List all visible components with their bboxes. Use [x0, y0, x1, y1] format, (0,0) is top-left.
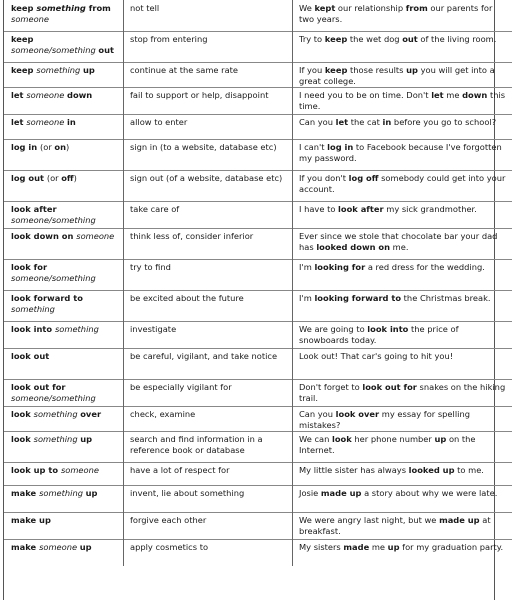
text-segment: up — [406, 65, 418, 75]
text-segment: something — [54, 324, 99, 334]
text-segment: made up — [439, 515, 480, 525]
text-segment: up — [85, 488, 98, 498]
text-segment: down — [462, 90, 488, 100]
text-segment: from — [405, 3, 428, 13]
table-row — [4, 140, 512, 171]
table-row — [4, 432, 512, 463]
text-segment: me. — [390, 242, 409, 252]
text-segment: My sisters — [299, 542, 344, 552]
meaning-cell: forgive each other — [124, 513, 293, 540]
meaning-cell: continue at the same rate — [124, 63, 293, 88]
example-cell — [293, 171, 512, 202]
text-segment: something — [33, 409, 81, 419]
table-row — [4, 322, 512, 349]
text-segment: someone — [11, 14, 50, 24]
text-segment: make — [11, 542, 40, 552]
text-segment: We — [299, 3, 315, 13]
text-segment: let — [431, 90, 444, 100]
meaning-cell: not tell — [124, 0, 293, 32]
text-segment: Don't forget to — [299, 382, 363, 392]
table-row — [4, 202, 512, 229]
table-row — [4, 349, 512, 380]
phrasal-verb-cell — [4, 229, 124, 260]
text-segment: look down on — [11, 231, 77, 241]
text-segment: Ever since we stole that chocolate bar your dad has — [299, 231, 498, 252]
text-segment: someone/something — [11, 393, 96, 403]
text-segment: someone/something — [11, 215, 96, 225]
example-cell — [293, 291, 512, 322]
text-segment: something — [39, 488, 86, 498]
text-segment: keep — [324, 34, 348, 44]
meaning-cell: be careful, vigilant, and take notice — [124, 349, 293, 380]
example-cell — [293, 115, 512, 140]
meaning-cell: sign out (of a website, database etc) — [124, 171, 293, 202]
text-segment: (or — [46, 173, 62, 183]
text-segment: kept — [314, 3, 336, 13]
text-segment: for my graduation party. — [399, 542, 504, 552]
text-segment: someone — [76, 231, 115, 241]
phrasal-verb-cell — [4, 540, 124, 567]
text-segment: up — [80, 434, 93, 444]
text-segment: made up — [320, 488, 362, 498]
text-segment: on the Internet. — [299, 434, 476, 455]
example-cell — [293, 63, 512, 88]
phrasal-verb-cell — [4, 432, 124, 463]
text-segment: look out — [11, 351, 50, 361]
text-segment: keep — [11, 65, 37, 75]
text-segment: We can — [299, 434, 333, 444]
text-segment: keep — [11, 34, 34, 44]
phrasal-verb-cell — [4, 407, 124, 432]
meaning-cell: allow to enter — [124, 115, 293, 140]
text-segment: up — [82, 65, 95, 75]
text-segment: from — [88, 3, 111, 13]
example-cell — [293, 0, 512, 32]
text-segment: Look out! That car's going to hit you! — [299, 351, 454, 361]
text-segment: the Christmas break. — [401, 293, 491, 303]
text-segment: log in — [327, 142, 354, 152]
text-segment: a story about why we were late. — [361, 488, 498, 498]
text-segment: log in — [11, 142, 41, 152]
phrasal-verb-cell — [4, 291, 124, 322]
text-segment: something — [36, 3, 89, 13]
phrasal-verbs-table — [4, 0, 512, 566]
text-segment: someone — [26, 90, 67, 100]
text-segment: look into — [11, 324, 55, 334]
text-segment: up — [387, 542, 400, 552]
text-segment: We were angry last night, but we — [299, 515, 440, 525]
table-row — [4, 0, 512, 32]
text-segment: let — [11, 117, 27, 127]
phrasal-verb-cell — [4, 32, 124, 63]
text-segment: out — [98, 45, 114, 55]
table-row — [4, 88, 512, 115]
text-segment: somebody could get into your account. — [299, 173, 506, 194]
text-segment: I'm — [299, 293, 315, 303]
example-cell — [293, 202, 512, 229]
text-segment: I'm — [299, 262, 315, 272]
text-segment: down — [67, 90, 93, 100]
text-segment: keep — [11, 3, 37, 13]
phrasal-verb-cell — [4, 260, 124, 291]
text-segment: out — [402, 34, 418, 44]
text-segment: in — [382, 117, 392, 127]
text-segment: let — [335, 117, 349, 127]
text-segment: this time. — [299, 90, 506, 111]
phrasal-verb-cell — [4, 88, 124, 115]
meaning-cell: be especially vigilant for — [124, 380, 293, 407]
table-row — [4, 486, 512, 513]
text-segment: up — [434, 434, 447, 444]
text-segment: Josie — [299, 488, 321, 498]
text-segment: If you — [299, 65, 325, 75]
text-segment: look forward to — [11, 293, 83, 303]
text-segment: look out for — [362, 382, 417, 392]
text-segment: I have to — [299, 204, 339, 214]
table-body — [4, 0, 512, 566]
table-row — [4, 229, 512, 260]
text-segment: make — [11, 488, 40, 498]
text-segment: (or — [40, 142, 55, 152]
text-segment: something — [36, 65, 83, 75]
text-segment: the cat — [348, 117, 383, 127]
example-cell — [293, 260, 512, 291]
text-segment: look — [332, 434, 352, 444]
text-segment: a red dress for the wedding. — [365, 262, 485, 272]
text-segment: log out — [11, 173, 47, 183]
table-row — [4, 291, 512, 322]
text-segment: look out for — [11, 382, 66, 392]
text-segment: look over — [335, 409, 380, 419]
text-segment: someone — [60, 465, 99, 475]
text-segment: looking forward to — [314, 293, 402, 303]
phrasal-verb-cell — [4, 140, 124, 171]
text-segment: me — [443, 90, 463, 100]
text-segment: I need you to be on time. Don't — [299, 90, 432, 100]
table-row — [4, 513, 512, 540]
text-segment: me — [369, 542, 388, 552]
meaning-cell: have a lot of respect for — [124, 463, 293, 486]
phrasal-verb-cell — [4, 380, 124, 407]
text-segment: before you go to school? — [391, 117, 497, 127]
example-cell — [293, 229, 512, 260]
text-segment: keep — [324, 65, 348, 75]
example-cell — [293, 380, 512, 407]
meaning-cell: investigate — [124, 322, 293, 349]
text-segment: someone — [26, 117, 67, 127]
meaning-cell: check, examine — [124, 407, 293, 432]
text-segment: look after — [338, 204, 384, 214]
table-row — [4, 260, 512, 291]
example-cell — [293, 513, 512, 540]
text-segment: something — [11, 304, 55, 314]
example-cell — [293, 32, 512, 63]
text-segment: in — [67, 117, 76, 127]
phrasal-verb-cell — [4, 322, 124, 349]
text-segment: the price of snowboards today. — [299, 324, 459, 345]
phrasal-verb-cell — [4, 202, 124, 229]
text-segment: log off — [348, 173, 379, 183]
text-segment: something — [33, 434, 81, 444]
text-segment: look after — [11, 204, 57, 214]
text-segment: We are going to — [299, 324, 368, 334]
text-segment: someone/something — [11, 273, 96, 283]
meaning-cell: fail to support or help, disappoint — [124, 88, 293, 115]
phrasal-verb-cell — [4, 115, 124, 140]
text-segment: I can't — [299, 142, 328, 152]
example-cell — [293, 407, 512, 432]
text-segment: at breakfast. — [299, 515, 491, 536]
text-segment: My little sister has always — [299, 465, 409, 475]
text-segment: those results — [347, 65, 407, 75]
phrasal-verb-cell — [4, 513, 124, 540]
example-cell — [293, 463, 512, 486]
phrasal-verb-cell — [4, 0, 124, 32]
meaning-cell: try to find — [124, 260, 293, 291]
text-segment: looking for — [314, 262, 366, 272]
table-row — [4, 115, 512, 140]
meaning-cell: think less of, consider inferior — [124, 229, 293, 260]
table-row — [4, 540, 512, 567]
text-segment: ) — [66, 142, 70, 152]
text-segment: of the living room. — [417, 34, 497, 44]
example-cell — [293, 88, 512, 115]
text-segment: If you don't — [299, 173, 349, 183]
text-segment: ) — [73, 173, 77, 183]
text-segment: to Facebook because I've forgotten my password. — [299, 142, 502, 163]
text-segment: look — [11, 434, 34, 444]
text-segment: made — [343, 542, 370, 552]
text-segment: looked down on — [316, 242, 391, 252]
example-cell — [293, 486, 512, 513]
table-row — [4, 463, 512, 486]
meaning-cell: apply cosmetics to — [124, 540, 293, 567]
phrasal-verbs-table-page — [3, 0, 506, 600]
example-cell — [293, 432, 512, 463]
table-row — [4, 32, 512, 63]
text-segment: looked up — [408, 465, 455, 475]
phrasal-verb-cell — [4, 463, 124, 486]
text-segment: Can you — [299, 117, 336, 127]
text-segment: look up to — [11, 465, 61, 475]
example-cell — [293, 322, 512, 349]
text-segment: on — [54, 142, 66, 152]
meaning-cell: invent, lie about something — [124, 486, 293, 513]
meaning-cell: be excited about the future — [124, 291, 293, 322]
phrasal-verb-cell — [4, 486, 124, 513]
meaning-cell: stop from entering — [124, 32, 293, 63]
text-segment: my essay for spelling mistakes? — [299, 409, 470, 430]
phrasal-verb-cell — [4, 63, 124, 88]
table-row — [4, 380, 512, 407]
text-segment: up — [79, 542, 92, 552]
text-segment: off — [61, 173, 74, 183]
text-segment: someone/something — [11, 45, 99, 55]
text-segment: my sick grandmother. — [383, 204, 477, 214]
phrasal-verb-cell — [4, 349, 124, 380]
meaning-cell: sign in (to a website, database etc) — [124, 140, 293, 171]
phrasal-verb-cell — [4, 171, 124, 202]
text-segment: the wet dog — [347, 34, 403, 44]
text-segment: make up — [11, 515, 51, 525]
example-cell — [293, 140, 512, 171]
text-segment: to me. — [454, 465, 484, 475]
example-cell — [293, 349, 512, 380]
text-segment: Try to — [299, 34, 325, 44]
meaning-cell: search and find information in a reference book or database — [124, 432, 293, 463]
text-segment: look for — [11, 262, 48, 272]
table-row — [4, 407, 512, 432]
text-segment: you will get into a great college. — [299, 65, 495, 86]
meaning-cell: take care of — [124, 202, 293, 229]
example-cell — [293, 540, 512, 567]
text-segment: look into — [367, 324, 409, 334]
text-segment: our relationship — [335, 3, 406, 13]
text-segment: our parents for two years. — [299, 3, 493, 24]
table-row — [4, 63, 512, 88]
text-segment: over — [80, 409, 102, 419]
text-segment: someone — [39, 542, 80, 552]
text-segment: let — [11, 90, 27, 100]
text-segment: Can you — [299, 409, 336, 419]
table-row — [4, 171, 512, 202]
text-segment: look — [11, 409, 34, 419]
text-segment: her phone number — [351, 434, 435, 444]
text-segment: snakes on the hiking trail. — [299, 382, 506, 403]
